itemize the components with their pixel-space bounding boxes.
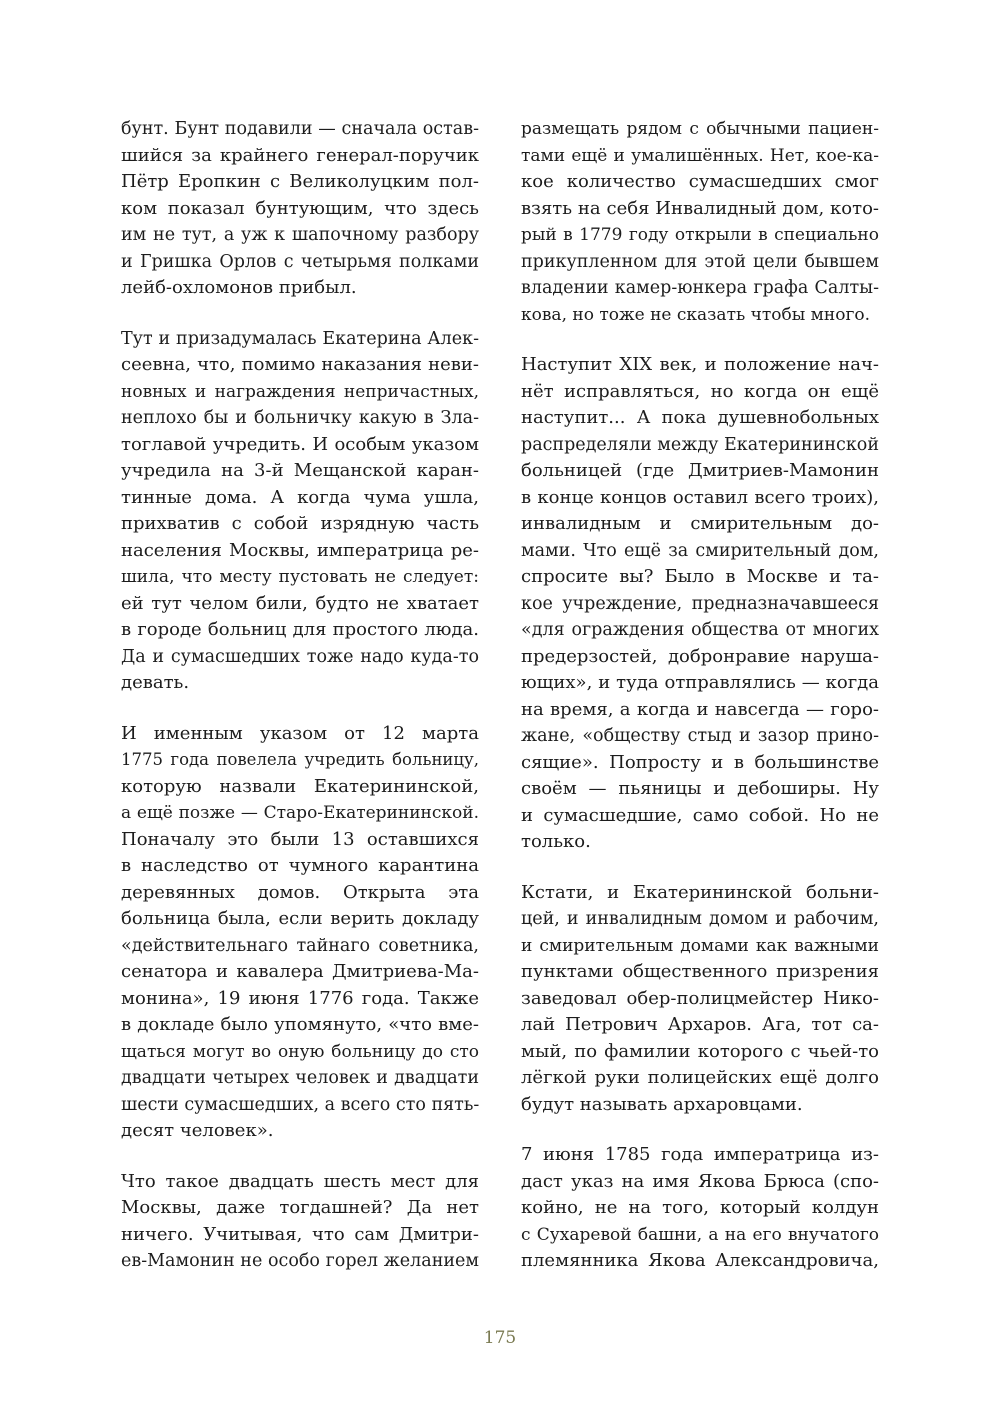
text-line: лейб-охломонов прибыл. — [121, 277, 357, 298]
paragraph — [521, 352, 879, 856]
text-line: а ещё позже — Старо-Екатерининской. — [121, 803, 479, 823]
text-line: прихватив с собой изрядную часть — [121, 513, 479, 534]
text-line: только. — [521, 831, 591, 852]
paragraph — [521, 116, 879, 328]
text-line: тами ещё и умалишённых. Нет, кое-ка- — [521, 145, 879, 166]
text-line: «действительнаго тайнаго советника, — [121, 935, 479, 956]
text-line: владении камер-юнкера графа Салты- — [521, 278, 879, 298]
text-line: племянника Якова Александровича, — [521, 1250, 879, 1271]
text-line: сящие». Попросту и в большинстве — [521, 751, 879, 773]
paragraph — [121, 116, 479, 302]
text-line: Пётр Еропкин с Великолуцким пол- — [121, 171, 479, 192]
text-line: в наследство от чумного карантина — [121, 855, 479, 876]
text-line: населения Москвы, императрица ре- — [121, 539, 479, 561]
text-line: Да и сумасшедших тоже надо куда-то — [121, 646, 479, 667]
text-line: Тут и призадумалась Екатерина Алек- — [121, 328, 479, 349]
text-line: спросите вы? Было в Москве и та- — [521, 566, 879, 587]
text-line: и Гришка Орлов с четырьмя полками — [121, 251, 479, 272]
text-line: Москвы, даже тогдашней? Да нет — [121, 1197, 479, 1218]
text-line: двадцати четырех человек и двадцати — [121, 1068, 479, 1088]
text-line: в городе больниц для простого люда. — [121, 619, 479, 640]
text-line: неплохо бы и больничку какую в Зла- — [121, 408, 479, 428]
text-line: мами. Что ещё за смирительный дом, — [521, 540, 879, 561]
paragraph — [521, 880, 879, 1119]
text-line: монина», 19 июня 1776 года. Также — [121, 987, 479, 1009]
text-line: сеевна, что, помимо наказания неви- — [121, 354, 479, 375]
paragraph — [121, 721, 479, 1145]
text-line: инвалидным и смирительным до- — [521, 513, 879, 534]
text-line: ющих», и туда отправлялись — когда — [521, 672, 879, 693]
text-line: десят человек». — [121, 1120, 274, 1141]
text-line: размещать рядом с обычными пациен- — [521, 119, 879, 139]
text-line: больница была, если верить докладу — [121, 908, 479, 929]
text-line: ев-Мамонин не особо горел желанием — [121, 1251, 479, 1271]
page-number: 175 — [483, 1328, 517, 1348]
text-line: шила, что месту пустовать не следует: — [121, 567, 479, 587]
text-line: предерзостей, добронравие наруша- — [521, 645, 879, 667]
text-line: взять на себя Инвалидный дом, кото- — [521, 197, 879, 219]
text-line: бунт. Бунт подавили — сначала остав- — [121, 119, 479, 139]
text-line: распределяли между Екатерининской — [521, 434, 879, 455]
text-line: шийся за крайнего генерал-поручик — [121, 144, 479, 166]
text-line: «для ограждения общества от многих — [521, 620, 879, 640]
text-line: тинные дома. А когда чума ушла, — [121, 486, 479, 508]
text-line: щаться могут во оную больницу до сто — [121, 1041, 479, 1062]
text-line: и сумасшедшие, само собой. Но не — [521, 804, 879, 826]
paragraph — [521, 1142, 879, 1275]
text-line: лёгкой руки полицейских ещё долго — [521, 1067, 879, 1088]
text-line: девать. — [121, 672, 190, 693]
text-line: наступит... А пока душевнобольных — [521, 407, 879, 428]
text-line: больницей (где Дмитриев-Мамонин — [521, 460, 879, 481]
text-line: Кстати, и Екатерининской больни- — [521, 881, 879, 903]
text-column-right — [521, 116, 879, 1299]
text-line: шести сумасшедших, а всего сто пять- — [121, 1094, 480, 1115]
text-line: ком показал бунтующим, что здесь — [121, 197, 479, 219]
paragraph — [121, 1169, 479, 1275]
text-line: тоглавой учредить. И особым указом — [121, 433, 479, 455]
text-line: на время, а когда и навсегда — горо- — [521, 698, 879, 720]
text-line: сенатора и кавалера Дмитриева-Ма- — [121, 961, 479, 982]
text-line: койно, не на того, который колдун — [521, 1197, 879, 1218]
text-line: пунктами общественного призрения — [521, 961, 879, 982]
text-line: кое учреждение, предназначавшееся — [521, 593, 879, 614]
text-line: 1775 года повелела учредить больницу, — [121, 750, 479, 769]
text-line: 7 июня 1785 года императрица из- — [521, 1144, 879, 1165]
text-line: Что такое двадцать шесть мест для — [121, 1170, 479, 1192]
text-line: И именным указом от 12 марта — [121, 722, 479, 744]
text-line: ничего. Учитывая, что сам Дмитри- — [121, 1223, 479, 1245]
text-line: новных и награждения непричастных, — [121, 381, 479, 402]
text-line: цей, и инвалидным домом и рабочим, — [521, 909, 879, 929]
text-column-left — [121, 116, 479, 1299]
text-line: которую назвали Екатерининской, — [121, 775, 479, 797]
text-line: рый в 1779 году открыли в специально — [521, 225, 879, 245]
text-line: и смирительным домами как важными — [521, 935, 879, 956]
text-line: деревянных домов. Открыта эта — [121, 881, 479, 903]
text-line: в докладе было упомянуто, «что вме- — [121, 1014, 479, 1035]
text-line: заведовал обер-полицмейстер Нико- — [521, 987, 879, 1009]
paragraph — [121, 326, 479, 697]
text-line: мый, по фамилии которого с чьей-то — [521, 1040, 879, 1062]
text-line: с Сухаревой башни, а на его внучатого — [521, 1224, 879, 1245]
text-line: Наступит XIX век, и положение нач- — [521, 354, 879, 375]
text-line: учредила на 3-й Мещанской каран- — [121, 460, 479, 481]
text-line: кова, но тоже не сказать чтобы много. — [521, 304, 871, 325]
text-line: нёт исправляться, но когда он ещё — [521, 380, 879, 402]
text-line: будут называть архаровцами. — [521, 1093, 803, 1115]
text-line: ей тут челом били, будто не хватает — [121, 592, 479, 614]
text-line: лай Петрович Архаров. Ага, тот са- — [521, 1014, 879, 1035]
text-line: им не тут, а уж к шапочному разбору — [121, 225, 479, 245]
text-line: кое количество сумасшедших смог — [521, 171, 879, 192]
text-line: жане, «обществу стыд и зазор прино- — [521, 726, 879, 746]
text-line: в конце концов оставил всего троих), — [521, 486, 879, 508]
text-line: Поначалу это были 13 оставшихся — [121, 828, 479, 850]
text-line: своём — пьяницы и дебоширы. Ну — [521, 778, 879, 799]
text-line: даст указ на имя Якова Брюса (спо- — [521, 1170, 879, 1192]
text-line: прикупленном для этой цели бывшем — [521, 251, 879, 272]
